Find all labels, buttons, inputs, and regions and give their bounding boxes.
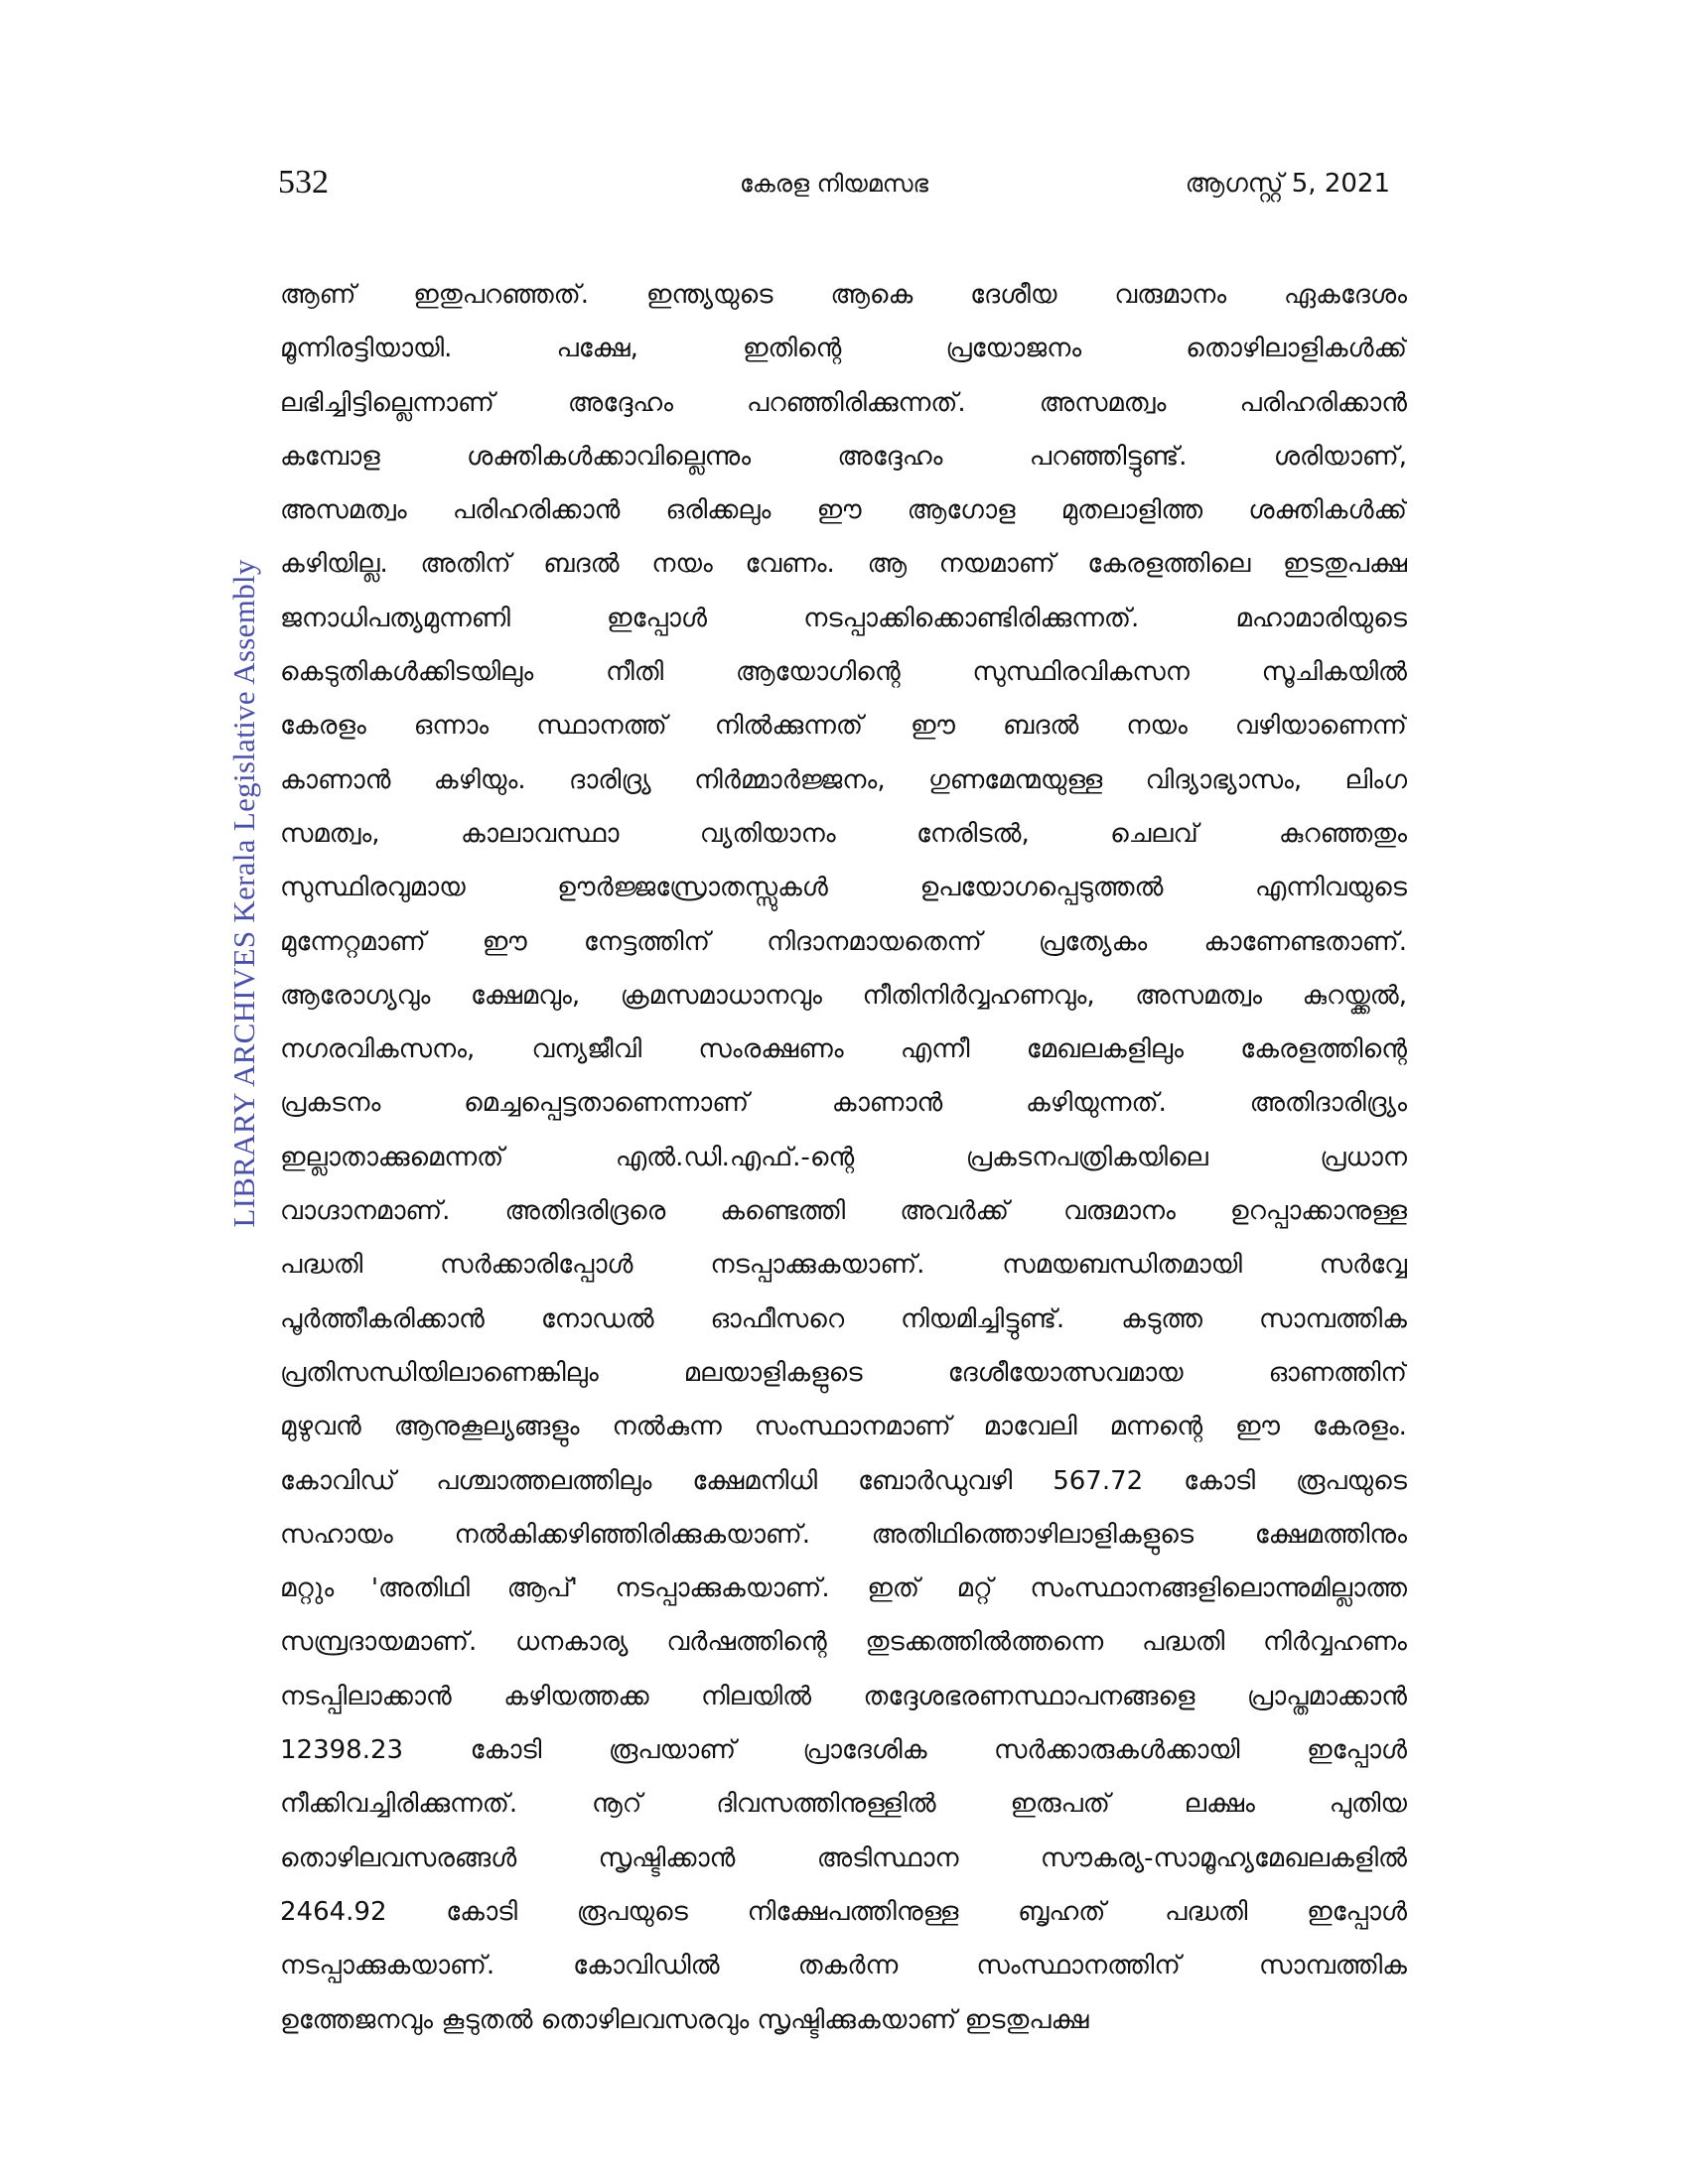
word: ബോർഡുവഴി [858,1465,1013,1496]
word: വഴിയാണെന്ന് [1234,711,1407,742]
word: നയമാണ് [938,549,1055,580]
word: സമയബന്ധിതമായി [1002,1250,1242,1281]
word: പ്രാപ്തമാക്കാൻ [1246,1681,1407,1711]
word: കടുത്ത [1121,1303,1202,1334]
word: ബൃഹത് [1018,1896,1106,1927]
word: നീക്കിവച്ചിരിക്കുന്നത്. [280,1789,518,1820]
word: മഹാമാരിയുടെ [1235,603,1407,633]
text-line [280,699,1407,752]
library-archives-watermark: LIBRARY ARCHIVES Kerala Legislative Assembly [226,559,261,1228]
word: നടപ്പിലാക്കാൻ [280,1681,452,1711]
word: മറ്റ് [956,1573,993,1604]
word: സുസ്ഥിരവികസന [972,657,1190,688]
word: ഈ [482,926,527,957]
word: വേണം. [745,549,835,580]
word: ആ [867,549,908,580]
word: എൽ.ഡി.എഫ്.-ന്റെ [615,1142,855,1172]
word: ഈ [1235,1412,1280,1442]
word: കഴിയില്ല. [280,549,388,580]
word: മൂന്നിരട്ടിയായി. [280,334,453,364]
word: സർക്കാരിപ്പോൾ [440,1250,633,1281]
running-title: കേരള നിയമസഭ [739,170,929,198]
word: പരിഹരിക്കാൻ [452,495,621,526]
word: 2464.92 [280,1896,387,1927]
word: ശക്തികൾക്ക് [1248,495,1407,526]
word: 567.72 [1053,1465,1144,1496]
word: സംസ്ഥാനത്തിന് [976,1951,1181,1981]
text-line [280,1184,1407,1238]
word: കെടുതികൾക്കിടയിലും [280,657,534,688]
word: പറഞ്ഞിരിക്കുന്നത്. [747,387,966,418]
word: പുതിയ [1329,1789,1407,1820]
word: കാലാവസ്ഥാ [460,818,620,849]
word: കുറഞ്ഞതും [1279,818,1407,849]
word: കാണാൻ [831,1088,943,1119]
word: 12398.23 [280,1735,404,1766]
word: പ്രകടനം [280,1088,381,1119]
word: രൂപയുടെ [1295,1465,1407,1496]
text-line [280,645,1407,699]
word: ഉത്തേജനവും [280,2004,434,2035]
word: നിലയിൽ [701,1681,812,1711]
word: നോഡൽ [540,1303,654,1334]
text-line [280,1832,1407,1885]
text-line [280,1885,1407,1939]
word: കോവിഡ് [280,1465,396,1496]
word: സർക്കാരുകൾക്കായി [994,1735,1240,1766]
word: സംസ്ഥാനങ്ങളിലൊന്നുമില്ലാത്ത [1030,1573,1407,1604]
word: ഓഫീസറെ [710,1303,845,1334]
text-line [280,1346,1407,1400]
word: പറഞ്ഞിട്ടുണ്ട്. [1029,441,1188,472]
word: പൂർത്തീകരിക്കാൻ [280,1303,485,1334]
word: കോടി [470,1735,542,1766]
word: രൂപയാണ് [608,1735,737,1766]
text-line [280,1777,1407,1831]
word: മേഖലകളിലും [1026,1034,1185,1065]
word: കുറയ്ക്കൽ, [1302,980,1407,1011]
word: സൂചികയിൽ [1261,657,1407,688]
word: കേരളത്തിലെ [1087,549,1251,580]
word: പക്ഷേ, [556,334,638,364]
word: സ്ഥാനത്ത് [536,711,667,742]
word: വർഷത്തിന്റെ [666,1627,827,1658]
word: ഊർജ്ജസ്രോതസ്സുകൾ [557,873,828,903]
word: കഴിയുന്നത്. [1025,1088,1167,1119]
word: നിക്ഷേപത്തിനുള്ള [747,1896,959,1927]
word: നടപ്പാക്കിക്കൊണ്ടിരിക്കുന്നത്. [803,603,1140,633]
word: ഏകദേശം [1284,280,1407,310]
word: മുഴുവൻ [280,1412,361,1442]
text-line [280,915,1407,969]
word: വരുമാനം [1062,1196,1176,1227]
text-line [280,1723,1407,1777]
word: ഇന്ത്യയുടെ [645,280,774,310]
word: ഗുണമേന്മയുള്ള [927,764,1103,795]
word: ആണ് [280,280,356,310]
word: കഴിയത്തക്ക [503,1681,649,1711]
word: പ്രകടനപത്രികയിലെ [965,1142,1208,1172]
word: ചെലവ് [1110,818,1198,849]
text-line [280,1238,1407,1292]
word: അതിദാരിദ്ര്യം [1249,1088,1407,1119]
word: ഇപ്പോൾ [607,603,707,633]
word: ഉറപ്പാക്കാനുള്ള [1229,1196,1407,1227]
word: വിദ്യാഭ്യാസം, [1145,764,1303,795]
word: നേട്ടത്തിന് [583,926,710,957]
word: അവർക്ക് [900,1196,1009,1227]
word: മെച്ചപ്പെട്ടതാണെന്നാണ് [464,1088,750,1119]
word: ദേശീയ [970,280,1057,310]
word: ഇപ്പോൾ [1307,1896,1407,1927]
word: സൃഷ്ടിക്കുകയാണ് [757,2004,957,2035]
word: വാഗ്ദാനമാണ്. [280,1196,451,1227]
word: അസമത്വം [1135,980,1262,1011]
word: അതിന് [420,549,511,580]
word: അദ്ദേഹം [837,441,943,472]
word: നയം [1126,711,1188,742]
word: പദ്ധതി [280,1250,363,1281]
word: കഴിയും. [433,764,526,795]
word: ബദൽ [1002,711,1079,742]
word: നഗരവികസനം, [280,1034,476,1065]
word: സൃഷ്ടിക്കാൻ [598,1843,736,1873]
word: ഒരിക്കലും [665,495,772,526]
text-line [280,969,1407,1023]
text-line [280,1131,1407,1184]
word: തദ്ദേശഭരണസ്ഥാപനങ്ങളെ [863,1681,1196,1711]
word: ലിംഗ [1344,764,1407,795]
word: ഇരുപത് [1010,1789,1110,1820]
word: പശ്ചാത്തലത്തിലും [436,1465,652,1496]
word: സംരക്ഷണം [698,1034,844,1065]
word: അതിദരിദ്രരെ [504,1196,666,1227]
word: മന്നന്റെ [1109,1412,1203,1442]
word: തകർന്ന [797,1951,899,1981]
word: ക്ഷേമനിധി [692,1465,818,1496]
text-line [280,1400,1407,1453]
word: അതിഥിത്തൊഴിലാളികളുടെ [871,1519,1195,1550]
word: സഹായം [280,1519,393,1550]
word: കമ്പോള [280,441,380,472]
word: നയം [651,549,713,580]
text-line [280,1023,1407,1076]
word: നിർമ്മാർജ്ജനം, [694,764,886,795]
word: മുതലാളിത്ത [1060,495,1203,526]
word: ഇതുപറഞ്ഞത്. [413,280,590,310]
word: ഇല്ലാതാക്കുമെന്നത് [280,1142,504,1172]
word: ഉപയോഗപ്പെടുത്തൽ [919,873,1164,903]
text-line [280,376,1407,430]
word: മറ്റും [280,1573,335,1604]
word: പദ്ധതി [1165,1896,1248,1927]
word: മാവേലി [983,1412,1077,1442]
word: വരുമാനം [1114,280,1227,310]
word: പ്രയോജനം [945,334,1082,364]
word: നിദാനമായതെന്ന് [767,926,982,957]
word: ഇടതുപക്ഷ [964,2004,1089,2035]
word: ഓണത്തിന് [1268,1357,1407,1388]
word: നടപ്പാക്കുകയാണ്. [280,1951,495,1981]
word: ഈ [911,711,955,742]
word: തൊഴിലവസരങ്ങൾ [280,1843,517,1873]
text-line [280,268,1407,322]
word: തൊഴിലവസരവും [540,2004,750,2035]
text-line [280,592,1407,645]
word: ആരോഗ്യവും [280,980,431,1011]
word: ബദൽ [543,549,620,580]
text-line [280,1670,1407,1723]
text-line [280,1454,1407,1508]
word: ആപ്' [506,1573,578,1604]
text-line [280,430,1407,483]
header-date: ആഗസ്റ്റ് 5, 2021 [1185,169,1390,199]
word: സൗകര്യ-സാമൂഹ്യമേഖലകളിൽ [1040,1843,1407,1873]
word: ദിവസത്തിനുള്ളിൽ [716,1789,936,1820]
word: ക്രമസമാധാനവും [620,980,822,1011]
text-line [280,807,1407,861]
word: നൂറ് [592,1789,642,1820]
word: മുന്നേറ്റമാണ് [280,926,426,957]
body-text [280,268,1407,2047]
word: ഇതിന്റെ [743,334,842,364]
word: അസമത്വം [280,495,407,526]
word: രൂപയുടെ [576,1896,688,1927]
word: ക്ഷേമത്തിനും [1254,1519,1407,1550]
word: ഒന്നാം [413,711,490,742]
word: ദേശീയോത്സവമായ [947,1357,1184,1388]
word: ആഗോള [907,495,1016,526]
word: സാമ്പത്തിക [1258,1951,1407,1981]
text-line [280,1993,1407,2047]
word: സമത്വം, [280,818,380,849]
word: കേരളത്തിന്റെ [1240,1034,1407,1065]
word: നീതി [605,657,664,688]
word: അദ്ദേഹം [567,387,673,418]
word: കൂടുതൽ [441,2004,533,2035]
word: ജനാധിപത്യമുന്നണി [280,603,510,633]
word: നൽകുന്ന [612,1412,722,1442]
word: കാണേണ്ടതാണ്. [1203,926,1407,957]
word: കേരളം. [1312,1412,1407,1442]
text-line [280,537,1407,591]
word: പ്രധാന [1320,1142,1407,1172]
word: ആനുകൂല്യങ്ങളും [393,1412,580,1442]
word: കണ്ടെത്തി [720,1196,846,1227]
text-line [280,1939,1407,1992]
text-line [280,861,1407,914]
word: ഇടതുപക്ഷ [1282,549,1407,580]
word: വന്യജീവി [531,1034,642,1065]
word: ലക്ഷം [1184,1789,1255,1820]
word: സമ്പ്രദായമാണ്. [280,1627,478,1658]
word: എന്നീ [900,1034,970,1065]
word: ഇത് [867,1573,919,1604]
word: സാമ്പത്തിക [1258,1303,1407,1334]
word: പ്രത്യേകം [1038,926,1148,957]
word: സർവ്വേ [1319,1250,1407,1281]
word: നടപ്പാക്കുകയാണ്. [615,1573,830,1604]
word: ശക്തികൾക്കാവില്ലെന്നും [467,441,752,472]
word: എന്നിവയുടെ [1255,873,1407,903]
word: കേരളം [280,711,366,742]
word: അടിസ്ഥാന [816,1843,959,1873]
text-line [280,483,1407,537]
word: സംസ്ഥാനമാണ് [754,1412,951,1442]
word: ക്ഷേമവും, [470,980,581,1011]
word: ആയോഗിന്റെ [735,657,901,688]
text-line [280,1615,1407,1669]
word: പദ്ധതി [1141,1627,1225,1658]
word: ആകെ [830,280,914,310]
word: പ്രാദേശിക [802,1735,927,1766]
text-line [280,1076,1407,1130]
word: ദാരിദ്ര്യ [569,764,651,795]
word: കോവിഡിൽ [573,1951,720,1981]
word: ധനകാര്യ [515,1627,629,1658]
text-line [280,753,1407,807]
word: കോടി [1184,1465,1255,1496]
page-header [278,163,1390,212]
text-line [280,1562,1407,1615]
word: വ്യതിയാനം [699,818,836,849]
word: നൽകിക്കഴിഞ്ഞിരിക്കുകയാണ്. [454,1519,810,1550]
word: നിൽക്കുന്നത് [714,711,864,742]
word: നേരിടൽ, [915,818,1030,849]
text-line [280,1508,1407,1562]
page-number: 532 [278,164,329,201]
word: പരിഹരിക്കാൻ [1239,387,1407,418]
word: തൊഴിലാളികൾക്ക് [1186,334,1407,364]
word: നടപ്പാക്കുകയാണ്. [710,1250,925,1281]
word: സുസ്ഥിരവുമായ [280,873,466,903]
word: നിയമിച്ചിട്ടുണ്ട്. [901,1303,1065,1334]
text-line [280,1293,1407,1346]
word: പ്രതിസന്ധിയിലാണെങ്കിലും [280,1357,599,1388]
word: ഇപ്പോൾ [1307,1735,1407,1766]
word: 'അതിഥി [370,1573,470,1604]
word: അസമത്വം [1039,387,1167,418]
word: മലയാളികളുടെ [683,1357,863,1388]
word: കാണാൻ [280,764,391,795]
word: ശരിയാണ്, [1273,441,1407,472]
word: കോടി [446,1896,518,1927]
text-line [280,322,1407,375]
word: ലഭിച്ചിട്ടില്ലെന്നാണ് [280,387,494,418]
word: ഈ [816,495,862,526]
word: നിർവ്വഹണം [1262,1627,1407,1658]
word: തുടക്കത്തിൽത്തന്നെ [865,1627,1104,1658]
word: നീതിനിർവ്വഹണവും, [862,980,1095,1011]
